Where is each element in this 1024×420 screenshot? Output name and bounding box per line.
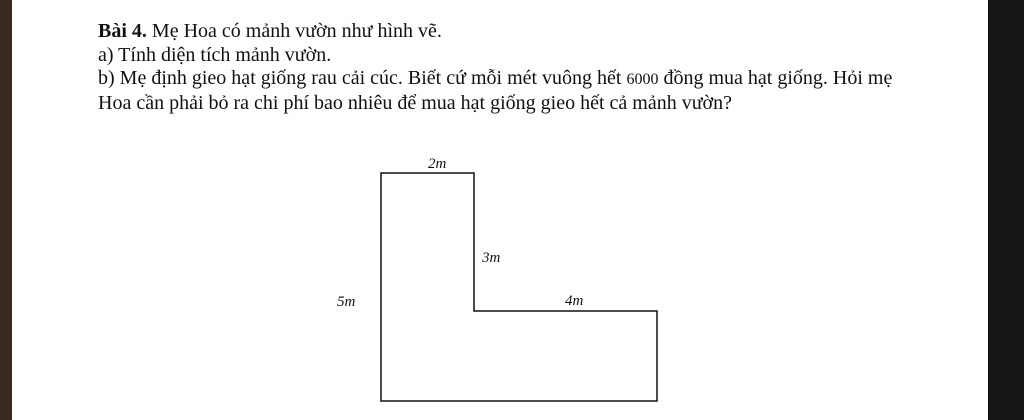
- background-edge-left: [0, 0, 12, 420]
- part-b-start: b) Mẹ định gieo hạt giống rau cải cúc. Biết cứ mỗi mét vuông hết: [98, 67, 622, 89]
- background-edge-right: [988, 0, 1024, 420]
- problem-statement: Mẹ Hoa có mảnh vườn như hình vẽ.: [151, 20, 442, 42]
- label-inner-4m: 4m: [565, 293, 584, 309]
- label-left-5m: 5m: [337, 294, 356, 310]
- garden-figure: [12, 0, 988, 420]
- label-inner-3m: 3m: [482, 250, 501, 266]
- part-b-number: 6000: [626, 71, 659, 88]
- worksheet-page: [12, 0, 988, 420]
- problem-title: Bài 4.: [98, 20, 147, 42]
- part-b-end: đồng mua hạt giống. Hỏi mẹ Hoa cần phải bỏ ra chi phí bao nhiêu để mua hạt giống gieo hết cả mảnh vườn?: [98, 67, 893, 114]
- garden-outline: [381, 173, 657, 401]
- part-a: a) Tính diện tích mảnh vườn.: [98, 43, 332, 66]
- label-top-2m: 2m: [428, 156, 447, 172]
